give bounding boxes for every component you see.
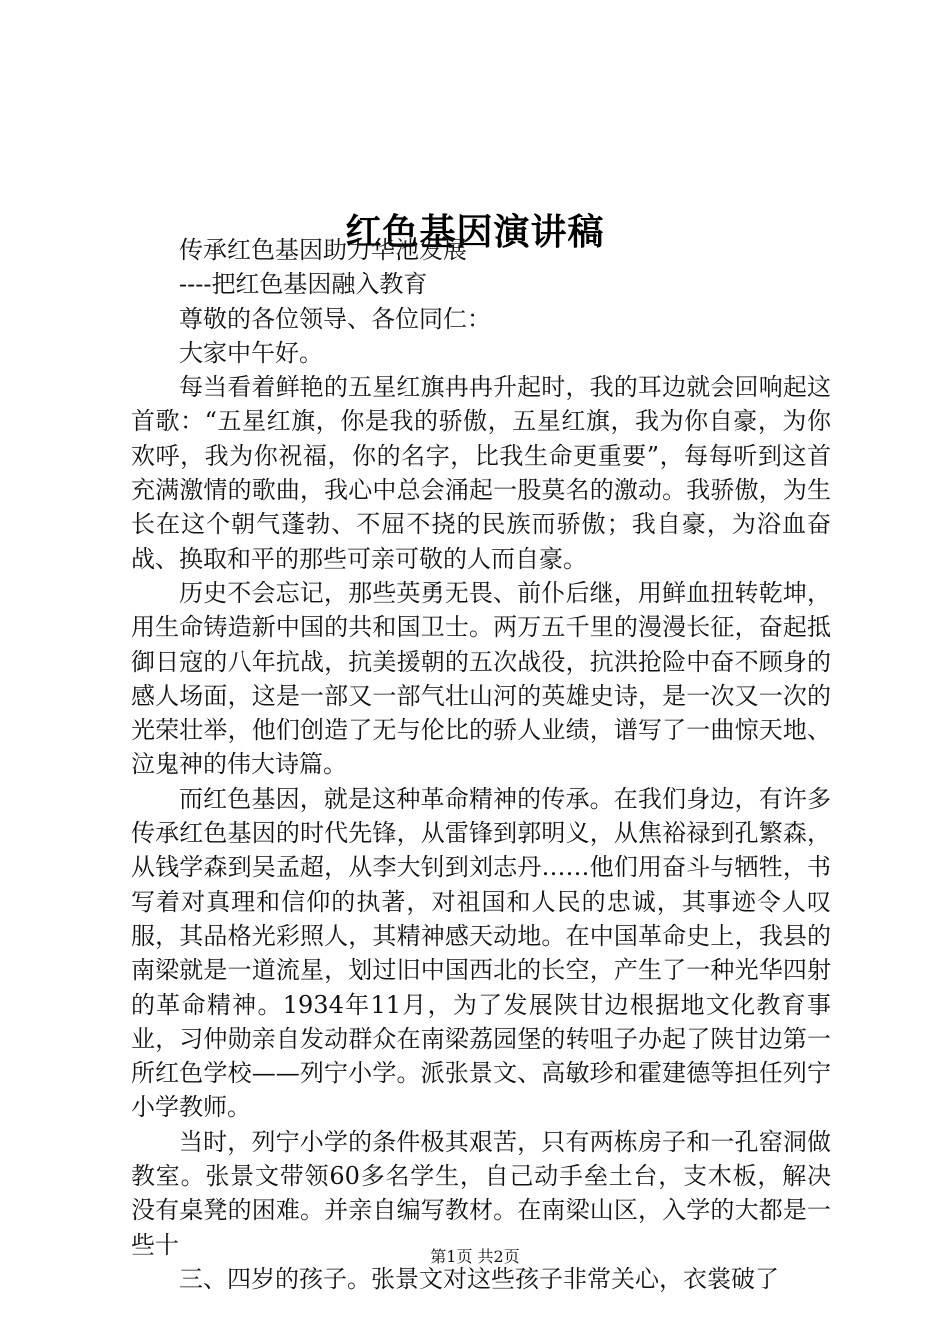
body-paragraph-5: 三、四岁的孩子。张景文对这些孩子非常关心，衣裳破了 [179, 1264, 779, 1293]
document-title: 红色基因演讲稿 [345, 211, 605, 254]
page-number-footer: 第1页 共2页 [430, 1247, 520, 1266]
body-paragraph-4: 当时，列宁小学的条件极其艰苦，只有两栋房子和一孔窑洞做教室。张景文带领60多名学生，自己动手垒土台，支木板，解决没有桌凳的困难。并亲自编写教材。在南梁山区，入学的大都是一些十 [131, 1127, 831, 1259]
salutation-line: 尊敬的各位领导、各位同仁： [179, 304, 491, 333]
body-paragraph-2: 历史不会忘记，那些英勇无畏、前仆后继，用鲜血扭转乾坤，用生命铸造新中国的共和国卫士。两万五千里的漫漫长征，奋起抵御日寇的八年抗战，抗美援朝的五次战役，抗洪抢险中奋不顾身的感人场面，这是一部又一部气壮山河的英雄史诗，是一次又一次的光荣壮举，他们创造了无与伦比的骄人业绩，谱写了一曲惊天地、泣鬼神的伟大诗篇。 [131, 578, 831, 779]
body-paragraph-3: 而红色基因，就是这种革命精神的传承。在我们身边，有许多传承红色基因的时代先锋，从雷锋到郭明义，从焦裕禄到孔繁森，从钱学森到吴孟超，从李大钊到刘志丹……他们用奋斗与牺牲，书写着对真理和信仰的执著，对祖国和人民的忠诚，其事迹令人叹服，其品格光彩照人，其精神感天动地。在中国革命史上，我县的南梁就是一道流星，划过旧中国西北的长空，产生了一种光华四射的革命精神。1934年11月，为了发展陕甘边根据地文化教育事业，习仲勋亲自发动群众在南梁荔园堡的转咀子办起了陕甘边第一所红色学校——列宁小学。派张景文、高敏珍和霍建德等担任列宁小学教师。 [131, 784, 831, 1122]
document-body [131, 233, 831, 1296]
greeting-line: 大家中午好。 [179, 338, 323, 367]
subtitle-theme-line: ----把红色基因融入教育 [179, 270, 428, 299]
body-paragraph-1: 每当看着鲜艳的五星红旗冉冉升起时，我的耳边就会回响起这首歌：“五星红旗，你是我的骄傲，五星红旗，我为你自豪，为你欢呼，我为你祝福，你的名字，比我生命更重要”，每每听到这首充满激情的歌曲，我心中总会涌起一股莫名的激动。我骄傲，为生长在这个朝气蓬勃、不屈不挠的民族而骄傲；我自豪，为浴血奋战、换取和平的那些可亲可敬的人而自豪。 [131, 373, 831, 573]
subtitle-line: 传承红色基因助力华池发展 [179, 236, 467, 264]
